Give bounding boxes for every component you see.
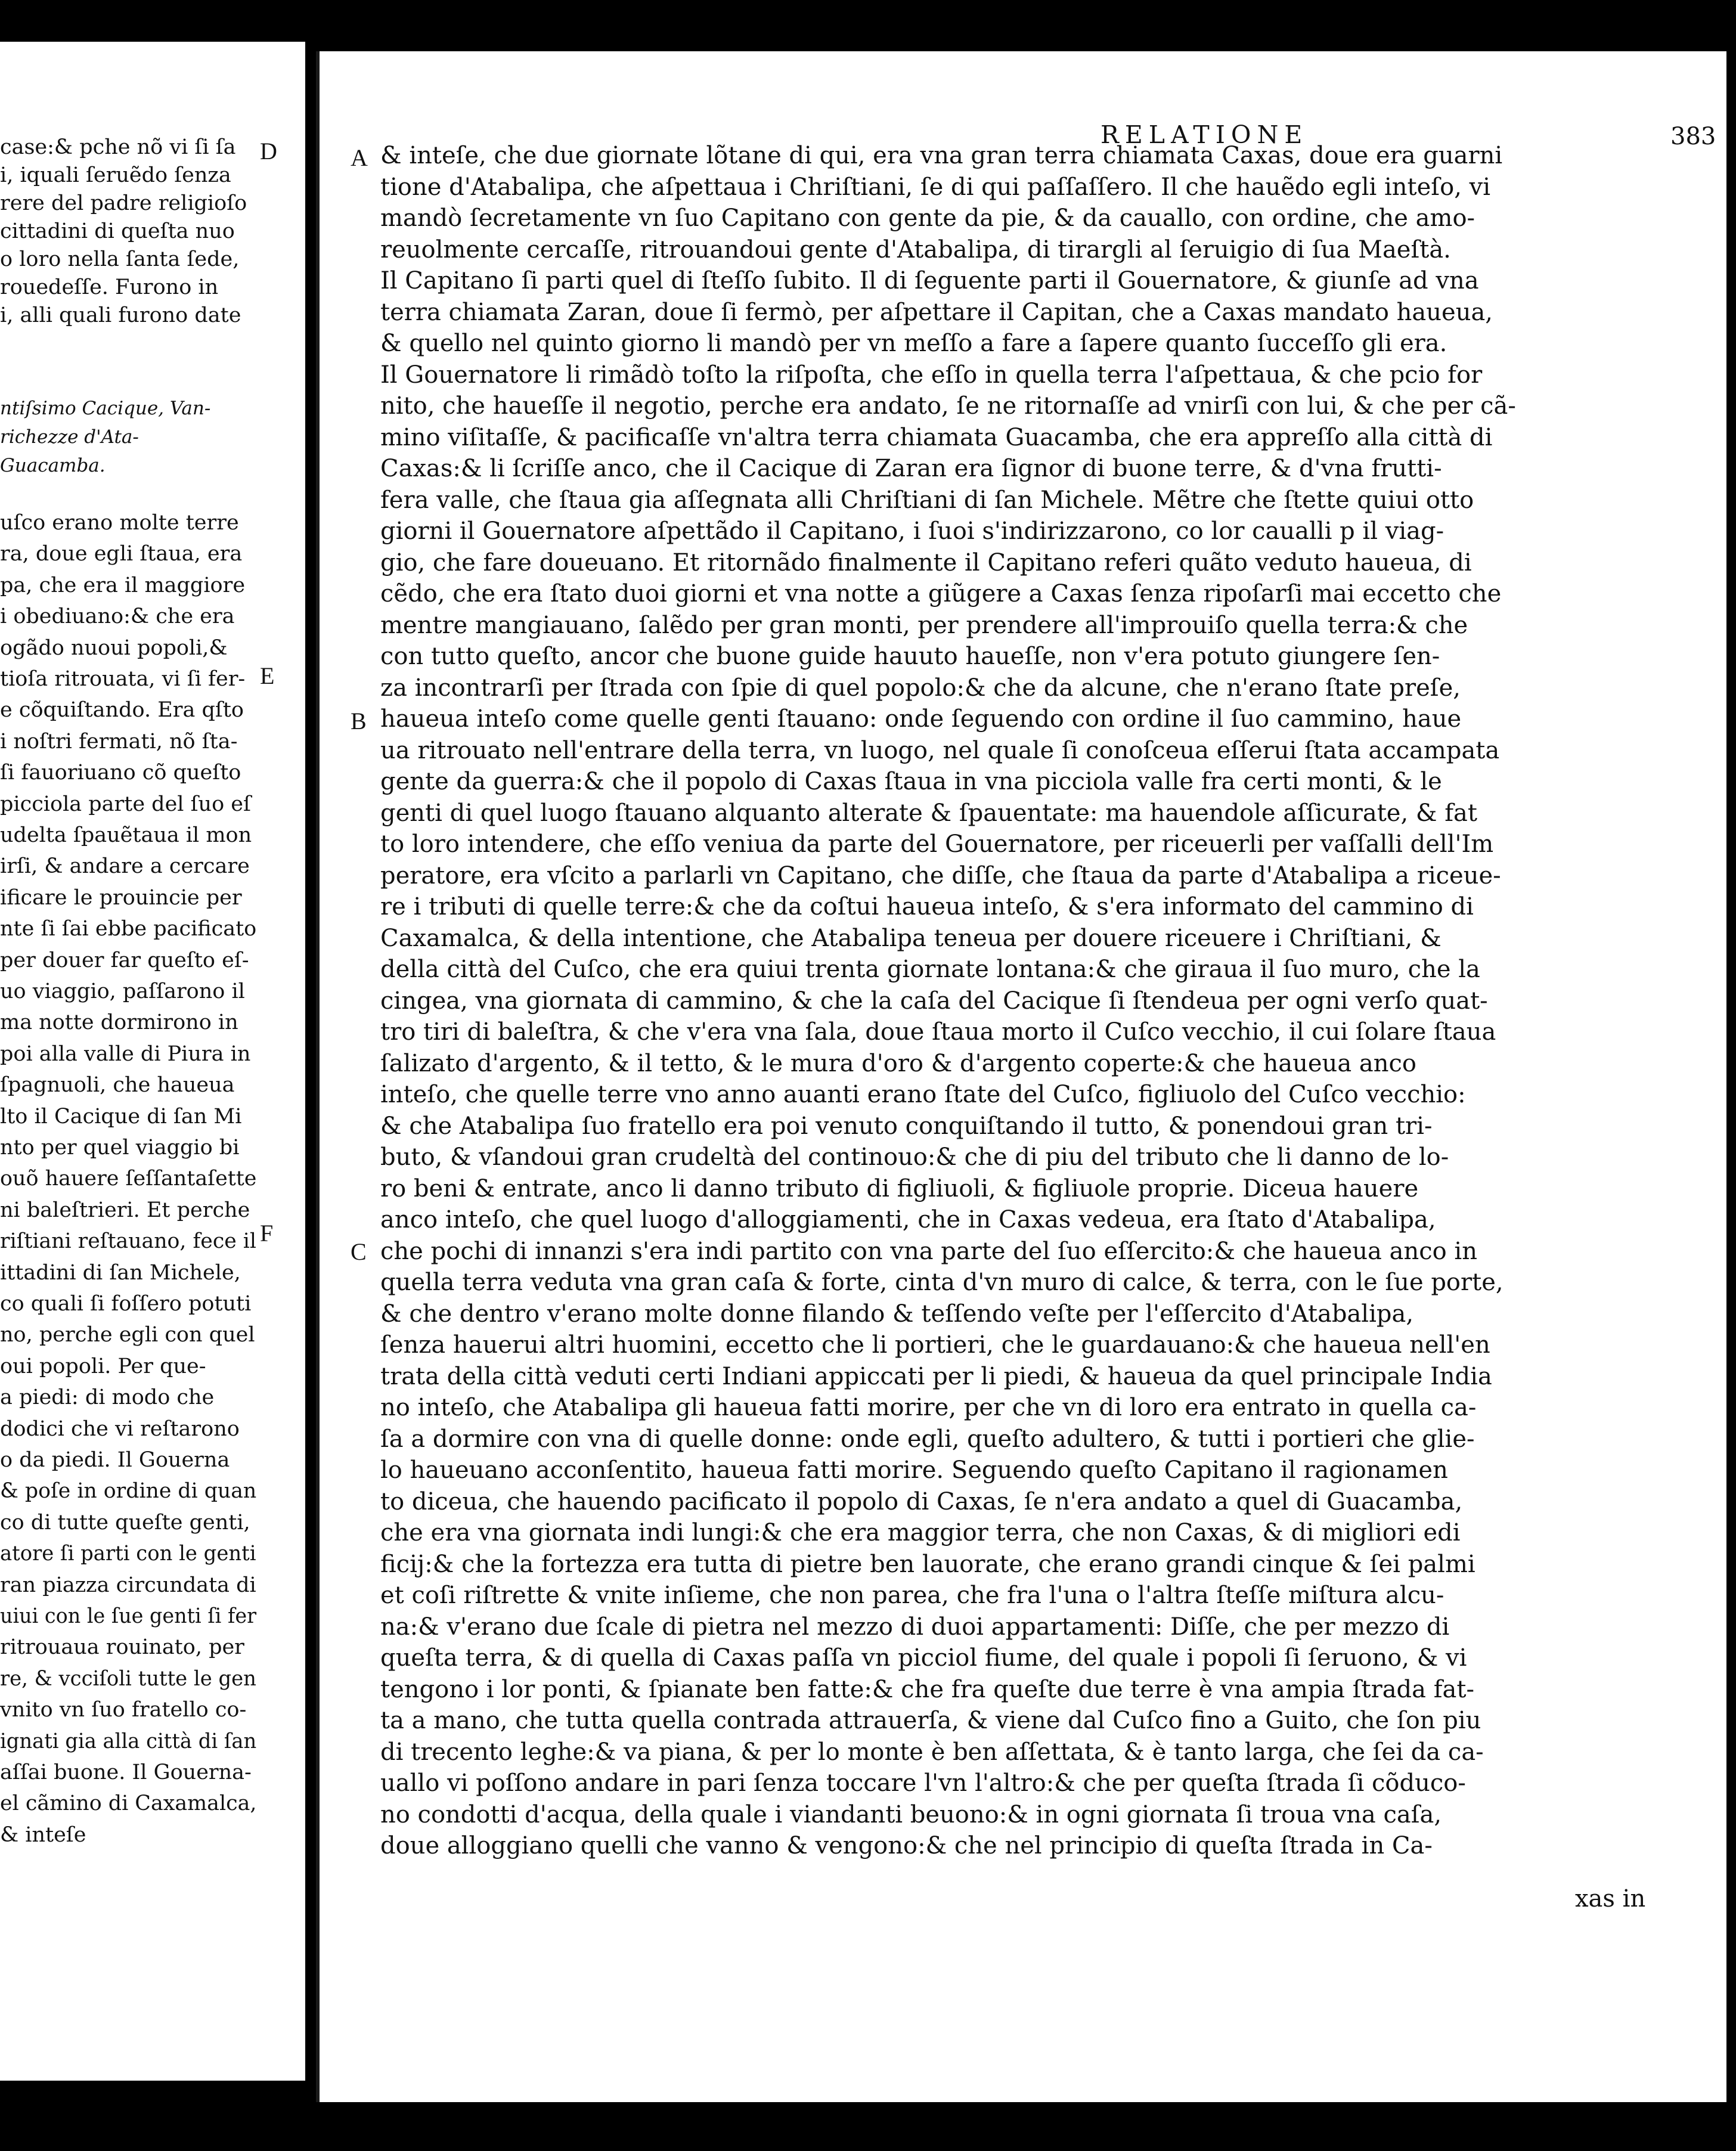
body-text-line: to diceua, che hauendo pacificato il popolo di Caxas, ſe n'era andato a quel di Guacamba, bbox=[380, 1487, 1463, 1515]
left-text-line: nte ſi ſai ebbe pacificato bbox=[0, 917, 257, 941]
left-text-line: ni baleſtrieri. Et perche bbox=[0, 1198, 250, 1222]
body-text-line: haueua inteſo come quelle genti ſtauano: onde ſeguendo con ordine il ſuo cammino, haue bbox=[380, 705, 1462, 733]
body-text-line: re i tributi di quelle terre:& che da coſtui haueua inteſo, & s'era informato del cammino di bbox=[380, 893, 1474, 920]
body-text-line: uallo vi poſſono andare in pari ſenza toccare l'vn l'altro:& che per queſta ſtrada ſi cõduco- bbox=[380, 1769, 1466, 1797]
body-text-line: che era vna giornata indi lungi:& che era maggior terra, che non Caxas, & di migliori edi bbox=[380, 1519, 1461, 1546]
body-text-line: & che dentro v'erano molte donne filando & teſſendo veſte per l'eſſercito d'Atabalipa, bbox=[380, 1300, 1414, 1328]
margin-letter: F bbox=[260, 1220, 274, 1247]
body-text-line: ta a mano, che tutta quella contrada attrauerſa, & viene dal Cuſco fino a Guito, che ſon piu bbox=[380, 1707, 1481, 1734]
body-text-line: trata della città veduti certi Indiani appiccati per li piedi, & haueua da quel principale India bbox=[380, 1362, 1492, 1390]
body-text-line: mentre mangiauano, ſalẽdo per gran monti, per prendere all'improuiſo quella terra:& che bbox=[380, 611, 1468, 639]
body-text-line: tro tiri di baleſtra, & che v'era vna ſala, doue ſtaua morto il Cuſco vecchio, il cui ſolare ſtaua bbox=[380, 1018, 1496, 1046]
margin-letter: E bbox=[260, 662, 275, 689]
left-text-line: tioſa ritrouata, vi ſi fer- bbox=[0, 667, 246, 691]
body-text-line: tengono i lor ponti, & ſpianate ben fatte:& che fra queſte due terre è vna ampia ſtrada fat- bbox=[380, 1675, 1474, 1703]
body-text-line: & inteſe, che due giornate lõtane di qui, era vna gran terra chiamata Caxas, doue era guarni bbox=[380, 142, 1503, 169]
left-text-line: ra, doue egli ſtaua, era bbox=[0, 542, 243, 566]
body-text-line: cingea, vna giornata di cammino, & che la caſa del Cacique ſi ſtendeua per ogni verſo quat- bbox=[380, 987, 1488, 1015]
right-page bbox=[316, 51, 1726, 2102]
body-text-line: ua ritrouato nell'entrare della terra, vn luogo, nel quale ſi conoſceua eſſerui ſtata accampata bbox=[380, 736, 1500, 764]
left-text-line: per douer far queſto eſ- bbox=[0, 948, 249, 972]
left-text-line: ouõ hauere ſeſſantaſette bbox=[0, 1167, 257, 1191]
body-text-line: ſenza hauerui altri huomini, eccetto che li portieri, che le guardauano:& che haueua nell'en bbox=[380, 1331, 1490, 1359]
left-text-line: ignati gia alla città di ſan bbox=[0, 1729, 257, 1753]
left-text-line: oui popoli. Per que- bbox=[0, 1354, 206, 1378]
left-text-line: co di tutte queſte genti, bbox=[0, 1510, 250, 1535]
body-text-line: mandò ſecretamente vn ſuo Capitano con gente da pie, & da cauallo, con ordine, che amo- bbox=[380, 204, 1475, 232]
left-text-line: irſi, & andare a cercare bbox=[0, 854, 250, 879]
body-text-line: fera valle, che ſtaua gia aſſegnata alli Chriſtiani di ſan Michele. Mẽtre che ſtette quiui otto bbox=[380, 486, 1474, 514]
left-page bbox=[0, 42, 305, 2081]
margin-letter: A bbox=[351, 144, 368, 171]
body-text-line: tione d'Atabalipa, che aſpettaua i Chriſtiani, ſe di qui paſſaſſero. Il che hauẽdo egli inteſo, vi bbox=[380, 173, 1491, 201]
left-text-line: i, iquali ſeruẽdo ſenza bbox=[0, 163, 231, 187]
page-number: 383 bbox=[1670, 123, 1716, 150]
running-head: RELATIONE bbox=[1100, 120, 1309, 149]
left-text-line: ma notte dormirono in bbox=[0, 1011, 238, 1035]
body-text-line: con tutto queſto, ancor che buone guide hauuto haueſſe, non v'era potuto giungere ſen- bbox=[380, 643, 1440, 670]
left-text-line: rere del padre religioſo bbox=[0, 191, 247, 215]
body-text-line: di trecento leghe:& va piana, & per lo monte è ben aſſettata, & è tanto larga, che ſei da ca- bbox=[380, 1738, 1484, 1766]
left-text-line: udelta ſpauẽtaua il mon bbox=[0, 823, 252, 847]
body-text-line: gente da guerra:& che il popolo di Caxas ſtaua in vna picciola valle fra certi monti, & le bbox=[380, 768, 1442, 795]
left-text-line: atore ſi parti con le genti bbox=[0, 1542, 256, 1566]
left-text-line: ran piazza circundata di bbox=[0, 1573, 256, 1597]
left-text-line: ſpagnuoli, che haueua bbox=[0, 1073, 235, 1098]
left-text-line: co quali ſi foſſero potuti bbox=[0, 1292, 252, 1316]
body-text-line: ficij:& che la fortezza era tutta di pietre ben lauorate, che erano grandi cinque & ſei palmi bbox=[380, 1550, 1475, 1578]
body-text-line: ſalizato d'argento, & il tetto, & le mura d'oro & d'argento coperte:& che haueua anco bbox=[380, 1049, 1416, 1077]
body-text-line: inteſo, che quelle terre vno anno auanti erano ſtate del Cuſco, figliuolo del Cuſco vecchio: bbox=[380, 1081, 1466, 1108]
body-text-line: nito, che haueſſe il negotio, perche era andato, ſe ne ritornaſſe ad vnirſi con lui, & che per cã- bbox=[380, 392, 1516, 420]
body-text-line: & quello nel quinto giorno li mandò per vn meſſo a fare a ſapere quanto ſucceſſo gli era. bbox=[380, 330, 1447, 357]
left-text-line: rouedeſſe. Furono in bbox=[0, 275, 219, 299]
body-text-line: na:& v'erano due ſcale di pietra nel mezzo di duoi appartamenti: Diſſe, che per mezzo di bbox=[380, 1613, 1450, 1641]
left-text-line: uo viaggio, paſſarono il bbox=[0, 980, 245, 1003]
body-text-line: cẽdo, che era ſtato duoi giorni et vna notte a giũgere a Caxas ſenza ripoſarſi mai eccetto che bbox=[380, 580, 1502, 608]
body-text-line: che pochi di innanzi s'era indi partito con vna parte del ſuo eſſercito:& che haueua anco in bbox=[380, 1237, 1477, 1265]
body-text-line: Il Gouernatore li rimãdò toſto la riſpoſta, che eſſo in quella terra l'aſpettaua, & che pcio for bbox=[380, 361, 1483, 389]
body-text-line: doue alloggiano quelli che vanno & vengono:& che nel principio di queſta ſtrada in Ca- bbox=[380, 1832, 1433, 1859]
body-text-line: della città del Cuſco, che era quiui trenta giornate lontana:& che giraua il ſuo muro, che la bbox=[380, 956, 1480, 983]
body-text-line: reuolmente cercaſſe, ritrouandoui gente d'Atabalipa, di tirargli al ſeruigio di ſua Maeſtà. bbox=[380, 235, 1451, 264]
body-text-line: peratore, era vſcito a parlarli vn Capitano, che diſſe, che ſtaua da parte d'Atabalipa a riceue- bbox=[380, 861, 1501, 889]
body-text-line: to loro intendere, che eſſo veniua da parte del Gouernatore, per riceuerli per vaſſalli dell'Im bbox=[380, 830, 1494, 858]
body-text-line: Caxamalca, & della intentione, che Atabalipa teneua per douere riceuere i Chriſtiani, & bbox=[380, 924, 1442, 952]
left-text-line: no, perche egli con quel bbox=[0, 1323, 255, 1347]
left-text-line: uiui con le ſue genti ſi fer bbox=[0, 1604, 257, 1628]
left-text-line: ſi fauoriuano cõ queſto bbox=[0, 761, 241, 785]
left-text-line: poi alla valle di Piura in bbox=[0, 1042, 251, 1066]
left-text-line: ittadini di ſan Michele, bbox=[0, 1260, 241, 1285]
left-text-line: el cãmino di Caxamalca, bbox=[0, 1792, 257, 1816]
left-text-line: o loro nella ſanta ſede, bbox=[0, 247, 240, 271]
left-text-line: i obediuano:& che era bbox=[0, 605, 235, 629]
body-text-line: Caxas:& li ſcriſſe anco, che il Cacique di Zaran era ſignor di buone terre, & d'vna frutti- bbox=[380, 455, 1442, 482]
left-text-line: picciola parte del ſuo eſ bbox=[0, 792, 251, 816]
body-text-line: no condotti d'acqua, della quale i viandanti beuono:& in ogni giornata ſi troua vna caſa, bbox=[380, 1800, 1442, 1828]
body-text-line: quella terra veduta vna gran caſa & forte, cinta d'vn muro di calce, & terra, con le ſue porte, bbox=[380, 1269, 1504, 1296]
left-summary-line: richezze d'Ata- bbox=[0, 426, 139, 448]
left-text-line: lto il Cacique di ſan Mi bbox=[0, 1104, 242, 1129]
left-text-line: cittadini di queſta nuo bbox=[0, 219, 235, 243]
body-text-line: gio, che fare doueuano. Et ritornãdo finalmente il Capitano referi quãto veduto haueua, di bbox=[380, 548, 1472, 577]
body-text-line: buto, & vſandoui gran crudeltà del continouo:& che di piu del tributo che li danno de lo- bbox=[380, 1143, 1449, 1171]
body-text-line: anco inteſo, che quel luogo d'alloggiamenti, che in Caxas vedeua, era ſtato d'Atabalipa, bbox=[380, 1206, 1436, 1233]
left-text-line: i noſtri fermati, nõ ſta- bbox=[0, 729, 238, 754]
left-text-line: & inteſe bbox=[0, 1823, 86, 1847]
body-text-line: Il Capitano ſi parti quel di ſteſſo ſubito. Il di ſeguente parti il Gouernatore, & giunſe ad vna bbox=[380, 267, 1479, 295]
catchword: xas in bbox=[1575, 1885, 1646, 1913]
left-text-line: nto per quel viaggio bi bbox=[0, 1136, 240, 1160]
left-text-line: ritrouaua rouinato, per bbox=[0, 1635, 244, 1660]
body-text-line: ro beni & entrate, anco li danno tributo di figliuoli, & figliuole proprie. Diceua hauere bbox=[380, 1174, 1419, 1202]
body-text-line: terra chiamata Zaran, doue ſi fermò, per aſpettare il Capitan, che a Caxas mandato haueua, bbox=[380, 298, 1493, 326]
margin-letter: C bbox=[351, 1238, 367, 1265]
left-text-line: uſco erano molte terre bbox=[0, 511, 239, 535]
left-text-line: riſtiani reſtauano, fece il bbox=[0, 1229, 256, 1254]
left-summary-line: ntiſsimo Cacique, Van- bbox=[0, 398, 211, 419]
left-text-line: aſſai buone. Il Gouerna- bbox=[0, 1761, 252, 1784]
left-text-line: a piedi: di modo che bbox=[0, 1386, 215, 1410]
left-text-line: pa, che era il maggiore bbox=[0, 573, 246, 597]
left-text-line: o da piedi. Il Gouerna bbox=[0, 1448, 230, 1472]
body-text-line: genti di quel luogo ſtauano alquanto alterate & ſpauentate: ma hauendole aſſicurate, & fat bbox=[380, 799, 1477, 827]
left-text-line: dodici che vi reſtarono bbox=[0, 1417, 240, 1441]
body-text-line: queſta terra, & di quella di Caxas paſſa vn picciol fiume, del quale i popoli ſi ſeruono, & vi bbox=[380, 1644, 1467, 1672]
body-text-line: ſa a dormire con vna di quelle donne: onde egli, queſto adultero, & tutti i portieri che glie- bbox=[380, 1425, 1475, 1453]
body-text-line: za incontrarſi per ſtrada con ſpie di quel popolo:& che da alcune, che n'erano ſtate preſe, bbox=[380, 674, 1461, 702]
margin-letter: D bbox=[260, 138, 277, 165]
left-summary-line: Guacamba. bbox=[0, 455, 106, 476]
body-text-line: giorni il Gouernatore aſpettãdo il Capitano, i ſuoi s'indirizzarono, co lor caualli p il viag- bbox=[380, 517, 1444, 545]
body-text-line: & che Atabalipa ſuo fratello era poi venuto conquiſtando il tutto, & ponendoui gran tri- bbox=[380, 1112, 1433, 1140]
body-text-line: et coſi riſtrette & vnite inſieme, che non parea, che fra l'una o l'altra ſteſſe miſtura alcu- bbox=[380, 1582, 1444, 1609]
left-text-line: vnito vn ſuo fratello co- bbox=[0, 1698, 247, 1722]
left-text-line: case:& pche nõ vi ſi ſa bbox=[0, 135, 236, 159]
left-text-line: re, & vcciſoli tutte le gen bbox=[0, 1666, 256, 1691]
left-text-line: ogãdo nuoui popoli,& bbox=[0, 636, 228, 660]
left-text-line: & poſe in ordine di quan bbox=[0, 1479, 257, 1504]
left-text-line: e cõquiſtando. Era qſto bbox=[0, 698, 244, 723]
body-text-line: mino viſitaſſe, & pacificaſſe vn'altra terra chiamata Guacamba, che era appreſſo alla città di bbox=[380, 423, 1493, 451]
left-text-line: i, alli quali furono date bbox=[0, 303, 241, 327]
margin-letter: B bbox=[351, 708, 367, 734]
body-text-line: no inteſo, che Atabalipa gli haueua fatti morire, per che vn di loro era entrato in quella ca- bbox=[380, 1394, 1477, 1421]
left-text-line: ificare le prouincie per bbox=[0, 885, 242, 910]
body-text-line: lo haueuano acconſentito, haueua fatti morire. Seguendo queſto Capitano il ragionamen bbox=[380, 1456, 1448, 1484]
